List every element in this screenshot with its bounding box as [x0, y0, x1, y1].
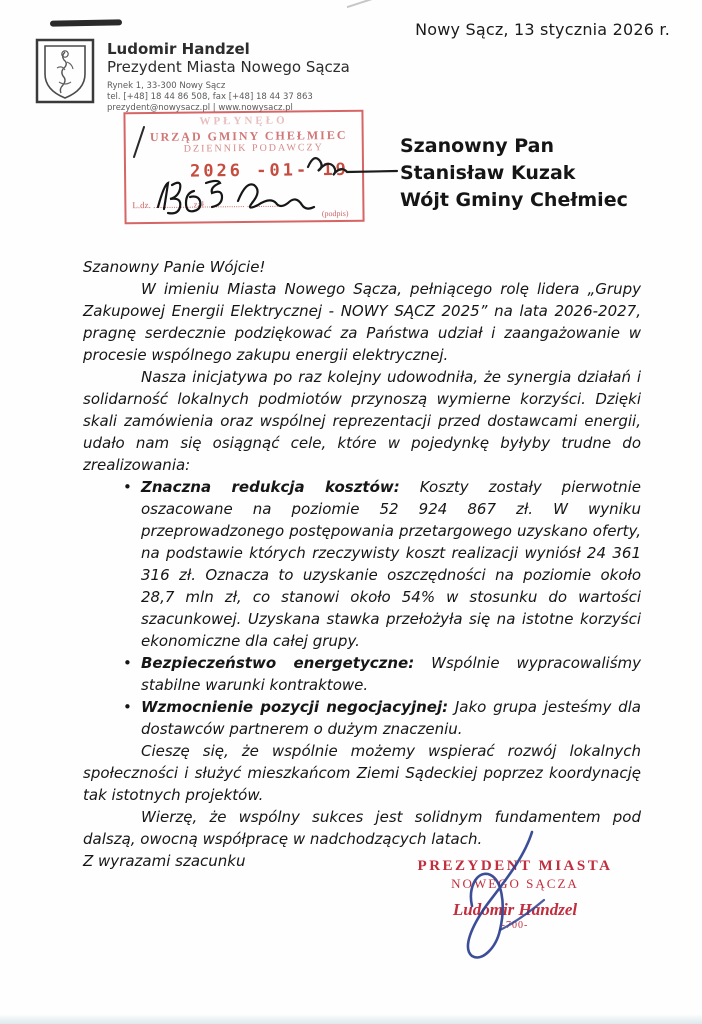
sender-phone: tel. [+48] 18 44 86 508, fax [+48] 18 44 37 863 [107, 92, 313, 102]
nowy-sacz-coat-of-arms-icon [35, 38, 95, 104]
letter-paragraph-1: W imieniu Miasta Nowego Sącza, pełniącego rolę lidera „Grupy Zakupowej Energii Elektrycznej - NOWY SĄCZ 2025” na lata 2026-2027, pragnę serdecznie podziękować za Państwa udział i zaangażowanie w procesie wspólnego zakupu energii elektrycznej. [83, 280, 641, 364]
stamp-zal-label: zał. [193, 199, 207, 210]
letter-body [83, 256, 641, 872]
signature-stamp [410, 858, 620, 931]
benefits-list [83, 476, 641, 740]
list-item [123, 696, 641, 740]
bullet-lead: Bezpieczeństwo energetyczne: [141, 654, 415, 672]
recipient-salutation: Szanowny Pan [400, 135, 554, 157]
letter-paragraph-3: Cieszę się, że wspólnie możemy wspierać rozwój lokalnych społeczności i służyć mieszkańcom Ziemi Sądeckiej poprzez koordynację tak istotnych projektów. [83, 742, 641, 804]
stamp-dots-1: .................. [153, 199, 194, 210]
stamp-podpis-label: (podpis) [321, 208, 349, 219]
stamp-ldz-label: L.dz. [132, 199, 151, 211]
signature-stamp-number: -700- [501, 920, 529, 931]
scan-bottom-edge [0, 1014, 702, 1024]
sender-web: prezydent@nowysacz.pl | www.nowysacz.pl [107, 103, 293, 113]
bullet-text: Jako grupa jesteśmy dla dostawców partnerem o dużym znaczeniu. [141, 698, 641, 738]
recipient-name: Stanisław Kuzak [400, 162, 576, 184]
sender-header [35, 38, 350, 114]
signature-stamp-title-2: NOWEGO SĄCZA [451, 876, 579, 891]
scan-artifact-bar [50, 19, 122, 26]
stamp-dots-3: .............. [246, 198, 279, 209]
bullet-lead: Wzmocnienie pozycji negocjacyjnej: [141, 698, 449, 716]
letter-closing: Z wyrazami szacunku [83, 852, 246, 870]
signature-stamp-name: Ludomir Handzel [452, 900, 578, 919]
stamp-office-name: URZĄD GMINY CHEŁMIEC [149, 127, 348, 144]
letter-date: Nowy Sącz, 13 stycznia 2026 r. [415, 20, 670, 39]
letter-paragraph-2: Nasza inicjatywa po raz kolejny udowodniła, że synergia działań i solidarność lokalnych podmiotów przynoszą wymierne korzyści. Dzięki skali zamówienia oraz wspólnej reprezentacji przed dostawcami energii, udało nam się osiągnąć cele, które w pojedynkę byłyby trudne do zrealizowania: [83, 368, 641, 474]
stamp-dots-2: ................. [206, 198, 245, 210]
sender-title: Prezydent Miasta Nowego Sącza [107, 58, 350, 76]
stamp-date: 2026 -01- 19 [189, 159, 349, 182]
sender-name: Ludomir Handzel [107, 40, 250, 58]
bullet-text: Wspólnie wypracowaliśmy stabilne warunki kontraktowe. [141, 654, 641, 694]
stamp-registry-label: DZIENNIK PODAWCZY [183, 142, 324, 155]
letter-paragraph-4: Wierzę, że wspólny sukces jest solidnym fundamentem pod dalszą, owocną współpracę w nadchodzących latach. [83, 808, 641, 848]
stamp-received-label: WPŁYNĘŁO [199, 114, 288, 128]
signature-stamp-title-1: PREZYDENT MIASTA [417, 858, 613, 874]
list-item [123, 476, 641, 652]
letter-salutation: Szanowny Panie Wójcie! [83, 258, 266, 276]
sender-address: Rynek 1, 33-300 Nowy Sącz [107, 81, 226, 91]
recipient-title: Wójt Gminy Chełmiec [400, 189, 628, 211]
received-stamp [123, 110, 364, 225]
bullet-text: Koszty zostały pierwotnie oszacowane na poziomie 52 924 867 zł. W wyniku przeprowadzonego postępowania przetargowego uzyskano oferty, na podstawie których rzeczywisty koszt realizacji wyniósł 24 361 316 zł. Oznacza to uzyskanie oszczędności na poziomie około 28,7 mln zł, co stanowi około 54% w stosunku do wartości szacunkowej. Uzyskana stawka przełożyła się na istotne korzyści ekonomiczne dla całej grupy. [141, 478, 642, 650]
list-item [123, 652, 641, 696]
bullet-lead: Znaczna redukcja kosztów: [141, 478, 400, 496]
scan-artifact-line [347, 0, 386, 8]
recipient-block [400, 133, 628, 214]
